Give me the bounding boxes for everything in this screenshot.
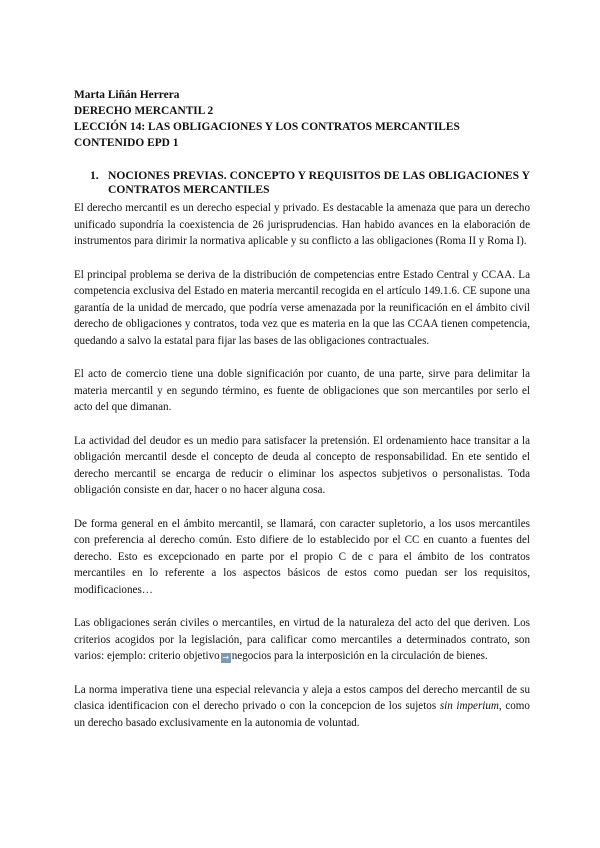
paragraph-2: El principal problema se deriva de la distribución de competencias entre Estado Central y CCAA. La competencia exclusiva del Estado en materia mercantil recogida en el artículo 149.1.6. CE supone una garantía de la unidad de mercado, que podría verse amenazada por la reunificación en el ámbito civil derecho de obligaciones y contratos, toda vez que es materia en la que las CCAA tienen competencia, quedando a salvo la estatal para fijar las bases de las obligaciones contractuales. bbox=[74, 268, 530, 347]
document-body bbox=[74, 200, 530, 748]
paragraph-6-text-end: negocios para la interposición en la circulación de bienes. bbox=[231, 650, 488, 662]
section-heading bbox=[90, 169, 530, 197]
section-title: NOCIONES PREVIAS. CONCEPTO Y REQUISITOS DE LAS OBLIGACIONES Y CONTRATOS MERCANTILES bbox=[108, 169, 530, 196]
paragraph-5: De forma general en el ámbito mercantil, se llamará, con caracter supletorio, a los usos mercantiles con preferencia al derecho común. Esto difiere de lo establecido por el CC en cuanto a fuentes del derecho. Esto es excepcionado en parte por el propio C de c para el ámbito de los contratos mercantiles en lo referente a los aspectos básicos de estos como puedan ser los requisitos, modificaciones… bbox=[74, 517, 530, 596]
italic-term: sin imperium bbox=[439, 700, 499, 712]
arrow-right-icon: → bbox=[222, 653, 230, 662]
paragraph-4: La actividad del deudor es un medio para satisfacer la pretensión. El ordenamiento hace transitar a la obligación mercantil desde el concepto de deuda al concepto de responsabilidad. En ete sentido el derecho mercantil se encarga de reducir o eliminar los aspectos subjetivos o personalistas. Toda obligación consiste en dar, hacer o no hacer alguna cosa. bbox=[74, 434, 530, 496]
document-header bbox=[74, 87, 534, 151]
lesson-title: LECCIÓN 14: LAS OBLIGACIONES Y LOS CONTRATOS MERCANTILES bbox=[74, 121, 460, 133]
content-label: CONTENIDO EPD 1 bbox=[74, 137, 179, 149]
paragraph-1: El derecho mercantil es un derecho especial y privado. Es destacable la amenaza que para un derecho unificado supondría la coexistencia de 26 jurisprudencias. Han habido avances en la elaboración de instrumentos para dirimir la normativa aplicable y su conflicto a las obligaciones (Roma II y Roma I). bbox=[74, 202, 530, 247]
paragraph-7-text-end: , como un derecho basado exclusivamente en la autonomia de voluntad. bbox=[74, 700, 530, 729]
paragraph-3: El acto de comercio tiene una doble significación por cuanto, de una parte, sirve para delimitar la materia mercantil y en segundo término, es fuente de obligaciones que son mercantiles por serlo el acto del que dimanan. bbox=[74, 368, 530, 413]
section-number: 1. bbox=[90, 169, 99, 182]
paragraph-6-text-start: Las obligaciones serán civiles o mercantiles, en virtud de la naturaleza del acto del que deriven. Los criterios acogidos por la legislación, para calificar como mercantiles a determinados contrato, son varios: ejemplo: criterio objetivo bbox=[74, 617, 530, 662]
paragraph-7 bbox=[74, 682, 530, 732]
paragraph-6 bbox=[74, 615, 530, 665]
author-name: Marta Liñán Herrera bbox=[74, 89, 180, 101]
course-title: DERECHO MERCANTIL 2 bbox=[74, 105, 214, 117]
paragraph-7-text-start: La norma imperativa tiene una especial relevancia y aleja a estos campos del derecho mercantil de su clasica identificacion con el derecho privado o con la concepcion de los sujetos bbox=[74, 683, 530, 712]
